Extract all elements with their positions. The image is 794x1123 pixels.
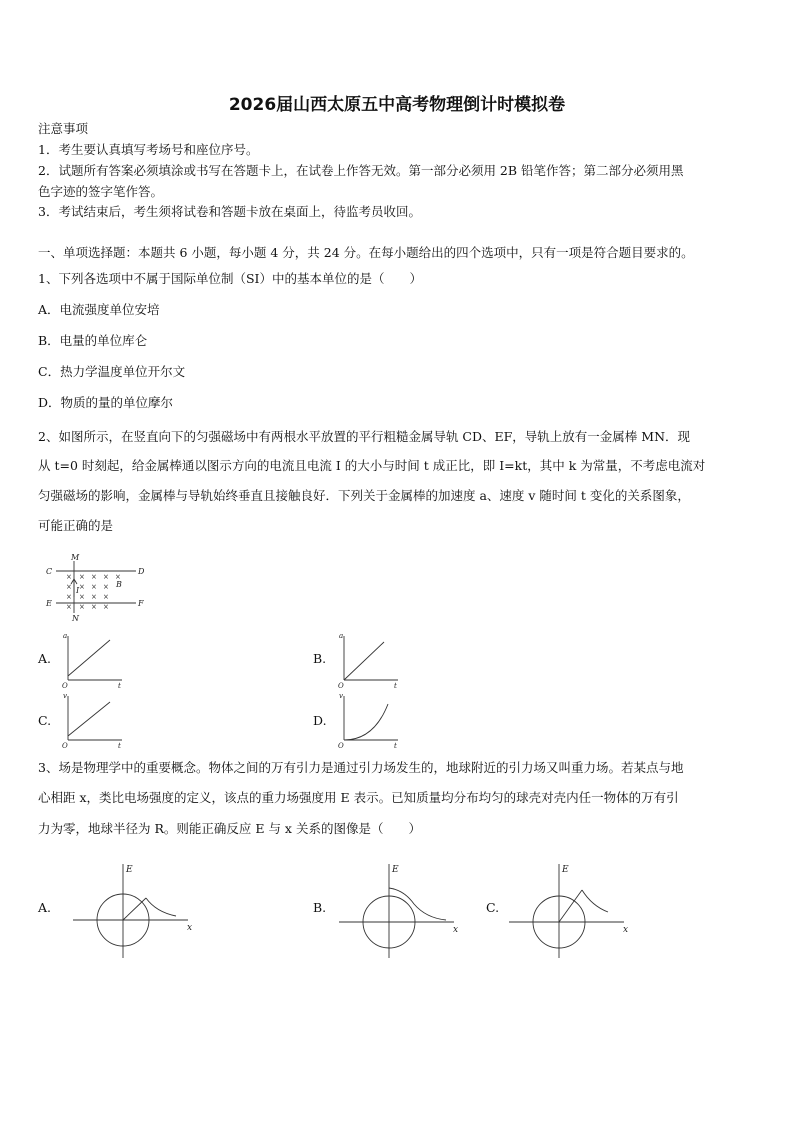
label-b: B: [116, 580, 122, 589]
svg-text:×: ×: [103, 573, 109, 581]
label-m: M: [71, 553, 80, 562]
graph-b: [336, 630, 406, 688]
svg-text:×: ×: [103, 593, 109, 601]
svg-text:E: E: [126, 865, 133, 875]
question-2-option-a-label: A.: [38, 651, 52, 666]
question-2-line: 可能正确的是: [38, 518, 114, 533]
svg-text:×: ×: [79, 593, 85, 601]
question-1-option-b: B．电量的单位库仑: [38, 333, 148, 348]
svg-text:x: x: [623, 925, 629, 935]
graph-a: [60, 630, 130, 688]
field-graph-a-outside: [146, 898, 176, 916]
svg-text:×: ×: [115, 573, 121, 581]
question-3-option-b-label: B.: [313, 900, 327, 915]
notice-item: 3．考试结束后，考生须将试卷和答题卡放在桌面上，待监考员收回。: [38, 204, 421, 219]
page-title: 2026届山西太原五中高考物理倒计时模拟卷: [228, 95, 566, 115]
svg-text:×: ×: [79, 603, 85, 611]
question-3-option-a-label: A.: [38, 900, 52, 915]
question-2-line: 从 t=0 时刻起，给金属棒通以图示方向的电流且电流 I 的大小与时间 t 成正比，即 I=kt，其中 k 为常量，不考虑电流对: [38, 458, 706, 473]
question-1-option-d: D．物质的量的单位摩尔: [38, 395, 174, 410]
graph-d: [336, 690, 406, 748]
svg-text:O: O: [338, 742, 344, 748]
svg-text:×: ×: [91, 583, 97, 591]
field-graph-b-curve: [389, 888, 446, 920]
svg-text:t: t: [394, 682, 397, 688]
label-f: F: [138, 599, 144, 608]
field-graph-c-inside: [559, 890, 582, 922]
label-e: E: [46, 599, 52, 608]
svg-text:t: t: [118, 742, 121, 748]
notice-heading: 注意事项: [38, 121, 89, 136]
question-2-option-b-label: B.: [313, 651, 327, 666]
svg-text:t: t: [394, 742, 397, 748]
notice-item: 色字迹的签字笔作答。: [38, 184, 164, 199]
svg-text:×: ×: [66, 573, 72, 581]
svg-text:E: E: [562, 865, 569, 875]
question-3-line: 力为零，地球半径为 R。则能正确反应 E 与 x 关系的图像是（ ）: [38, 821, 421, 836]
svg-text:v: v: [63, 692, 67, 700]
question-3-option-c-label: C.: [486, 900, 500, 915]
svg-text:t: t: [118, 682, 121, 688]
notice-item: 2．试题所有答案必须填涂或书写在答题卡上，在试卷上作答无效。第一部分必须用 2B 铅笔作答；第二部分必须用黑: [38, 163, 684, 178]
question-2-line: 2、如图所示，在竖直向下的匀强磁场中有两根水平放置的平行粗糙金属导轨 CD、EF，导轨上放有一金属棒 MN．现: [38, 429, 691, 444]
svg-text:a: a: [63, 632, 68, 640]
svg-text:O: O: [62, 682, 68, 688]
field-graph-a-inside: [123, 898, 146, 920]
field-graph-b: [334, 858, 464, 963]
svg-text:×: ×: [91, 603, 97, 611]
svg-text:E: E: [392, 865, 399, 875]
question-3-line: 心相距 x，类比电场强度的定义，该点的重力场强度用 E 表示。已知质量均分布均匀的球壳对壳内任一物体的万有引: [38, 790, 679, 805]
field-graph-c: [504, 858, 634, 963]
graph-b-curve: [344, 642, 384, 680]
question-1-option-a: A．电流强度单位安培: [38, 302, 160, 317]
svg-text:×: ×: [66, 603, 72, 611]
question-1-stem: 1、下列各选项中不属于国际单位制（SI）中的基本单位的是（ ）: [38, 271, 422, 286]
svg-text:v: v: [339, 692, 343, 700]
label-i: I: [76, 586, 80, 595]
svg-text:×: ×: [79, 583, 85, 591]
graph-d-curve: [344, 704, 388, 740]
svg-text:×: ×: [66, 593, 72, 601]
svg-text:O: O: [338, 682, 344, 688]
question-2-option-d-label: D.: [313, 713, 327, 728]
question-2-line: 匀强磁场的影响，金属棒与导轨始终垂直且接触良好．下列关于金属棒的加速度 a、速度 v 随时间 t 变化的关系图象，: [38, 488, 690, 503]
graph-c: [60, 690, 130, 748]
svg-text:O: O: [62, 742, 68, 748]
svg-text:×: ×: [103, 603, 109, 611]
graph-c-curve: [68, 702, 110, 736]
label-n: N: [72, 614, 79, 623]
svg-text:×: ×: [79, 573, 85, 581]
field-graph-c-outside: [582, 890, 608, 912]
field-graph-a: [68, 858, 198, 963]
svg-text:×: ×: [66, 583, 72, 591]
svg-text:×: ×: [103, 583, 109, 591]
label-d: D: [138, 567, 145, 576]
notice-item: 1．考生要认真填写考场号和座位序号。: [38, 142, 259, 157]
question-1-option-c: C．热力学温度单位开尔文: [38, 364, 186, 379]
svg-text:a: a: [339, 632, 344, 640]
svg-text:×: ×: [91, 593, 97, 601]
svg-text:x: x: [187, 923, 193, 933]
graph-a-curve: [68, 640, 110, 676]
question-2-option-c-label: C.: [38, 713, 52, 728]
svg-text:x: x: [453, 925, 459, 935]
question-3-line: 3、场是物理学中的重要概念。物体之间的万有引力是通过引力场发生的，地球附近的引力场又叫重力场。若某点与地: [38, 760, 684, 775]
svg-text:×: ×: [91, 573, 97, 581]
label-c: C: [46, 567, 53, 576]
section-heading: 一、单项选择题：本题共 6 小题，每小题 4 分，共 24 分。在每小题给出的四个选项中，只有一项是符合题目要求的。: [38, 245, 694, 260]
